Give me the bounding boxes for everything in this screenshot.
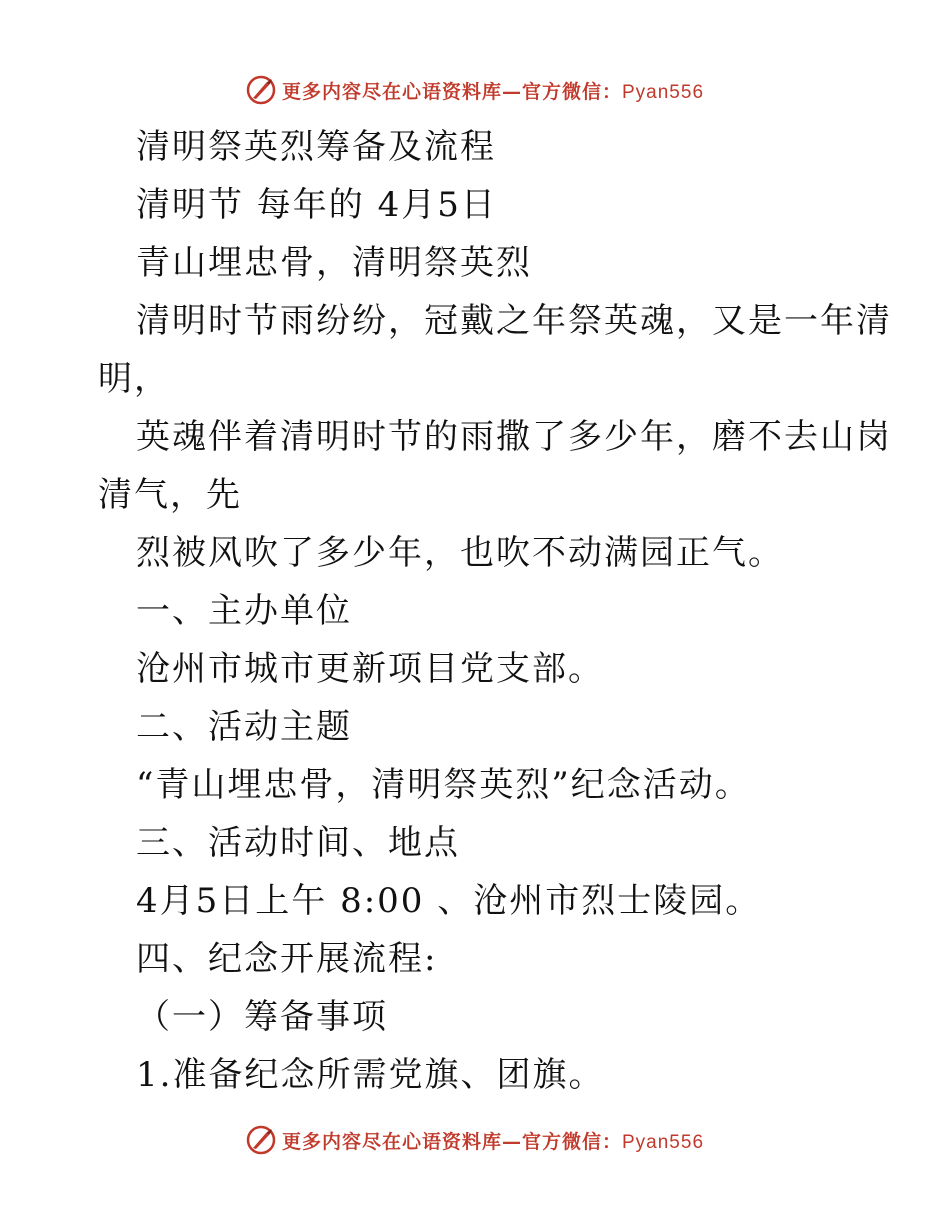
wechat-id: Pyan556 [622,81,705,103]
paragraph-line: 沧州市城市更新项目党支部。 [136,649,604,689]
paragraph-line: 4月5日上午 8:00 、沧州市烈士陵园。 [136,881,762,921]
paragraph-line: 烈被风吹了多少年，也吹不动满园正气。 [136,533,784,573]
paragraph-line: 青山埋忠骨，清明祭英烈 [136,243,532,283]
header-banner [0,70,950,110]
banner-text: 更多内容尽在心语资料库—官方微信：Pyan556 [281,80,705,103]
list-item: 1.准备纪念所需党旗、团旗。 [136,1055,605,1095]
wechat-id: Pyan556 [622,1131,705,1153]
banner-text: 更多内容尽在心语资料库—官方微信：Pyan556 [281,1130,705,1153]
document-body [98,118,892,1104]
subsection-heading: （一）筹备事项 [136,997,388,1037]
section-heading: 一、主办单位 [136,591,352,631]
quill-pen-icon [246,1125,276,1155]
paragraph-line: 清明时节雨纷纷，冠戴之年祭英魂，又是一年清 [136,301,892,341]
paragraph-line: “青山埋忠骨，清明祭英烈”纪念活动。 [136,765,751,805]
quill-pen-icon [246,75,276,105]
paragraph-line: 清气，先 [98,475,242,515]
paragraph-line: 明， [98,359,170,399]
section-heading: 二、活动主题 [136,707,352,747]
document-title: 清明祭英烈筹备及流程 [136,127,496,167]
paragraph-line: 清明节 每年的 4月5日 [136,185,497,225]
footer-banner [0,1120,950,1160]
paragraph-line: 英魂伴着清明时节的雨撒了多少年，磨不去山岗 [136,417,892,457]
section-heading: 四、纪念开展流程: [136,939,438,979]
section-heading: 三、活动时间、地点 [136,823,460,863]
